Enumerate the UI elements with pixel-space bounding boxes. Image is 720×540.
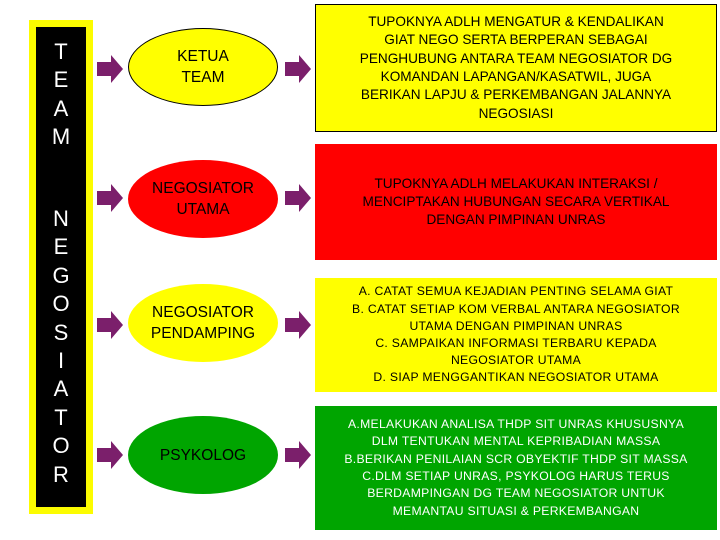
- role-oval-negosiator-utama: [128, 160, 278, 238]
- description-line: C. SAMPAIKAN INFORMASI TERBARU KEPADA: [375, 336, 657, 350]
- description-line: DLM TENTUKAN MENTAL KEPRIBADIAN MASSA: [371, 434, 661, 449]
- description-line: NEGOSIASI: [478, 105, 554, 121]
- arrow-right-icon: [97, 311, 123, 339]
- description-line: PENGHUBUNG ANTARA TEAM NEGOSIATOR DG: [359, 50, 673, 66]
- description-line: NEGOSIATOR UTAMA: [450, 353, 582, 368]
- description-line: BERIKAN LAPJU & PERKEMBANGAN JALANNYA: [360, 87, 672, 103]
- vertical-label-negosiator: [36, 205, 86, 489]
- description-line: C.DLM SETIAP UNRAS, PSYKOLOG HARUS TERUS: [362, 469, 670, 483]
- vertical-label-inner: [36, 27, 86, 507]
- description-line: DENGAN PIMPINAN UNRAS: [426, 212, 606, 227]
- letter: G: [52, 262, 70, 288]
- description-line: D. SIAP MENGGANTIKAN NEGOSIATOR UTAMA: [373, 370, 659, 385]
- arrow-right-icon: [285, 441, 311, 469]
- letter: T: [54, 404, 68, 430]
- description-line: TUPOKNYA ADLH MENGATUR & KENDALIKAN: [368, 14, 664, 30]
- letter: A: [53, 95, 69, 121]
- description-line: MENCIPTAKAN HUBUNGAN SECARA VERTIKAL: [362, 194, 670, 209]
- description-box-psykolog: [315, 406, 717, 530]
- arrow-right-icon: [97, 441, 123, 469]
- letter: S: [53, 319, 69, 345]
- letter: I: [57, 348, 65, 374]
- role-label: TEAM: [181, 69, 225, 86]
- role-oval-ketua-team: [128, 28, 278, 106]
- vertical-label-team: [36, 38, 86, 152]
- description-line: B. CATAT SETIAP KOM VERBAL ANTARA NEGOSIATOR: [352, 301, 680, 316]
- letter: O: [52, 433, 70, 459]
- letter: A: [53, 376, 69, 402]
- vertical-label-bar: [29, 20, 93, 514]
- role-label: UTAMA: [176, 201, 230, 218]
- role-label: NEGOSIATOR: [152, 180, 254, 197]
- description-line: TUPOKNYA ADLH MELAKUKAN INTERAKSI /: [374, 176, 658, 191]
- letter: E: [53, 234, 69, 260]
- role-label: KETUA: [177, 48, 229, 65]
- letter: E: [53, 67, 69, 93]
- description-line: MEMANTAU SITUASI & PERKEMBANGAN: [392, 503, 640, 518]
- role-label: PENDAMPING: [150, 325, 256, 342]
- letter: R: [53, 461, 69, 487]
- arrow-right-icon: [285, 55, 311, 83]
- arrow-right-icon: [285, 311, 311, 339]
- description-box-negosiator-utama: [315, 144, 717, 260]
- role-oval-negosiator-pendamping: [128, 284, 278, 362]
- description-box-ketua-team: [315, 4, 717, 132]
- letter: N: [53, 206, 69, 231]
- letter: T: [54, 39, 68, 64]
- letter: O: [52, 291, 70, 317]
- description-line: B.BERIKAN PENILAIAN SCR OBYEKTIF THDP SIT MASSA: [344, 451, 688, 466]
- role-label: NEGOSIATOR: [152, 304, 254, 321]
- description-line: A. CATAT SEMUA KEJADIAN PENTING SELAMA GIAT: [358, 284, 674, 299]
- description-line: BERDAMPINGAN DG TEAM NEGOSIATOR UNTUK: [367, 486, 665, 501]
- description-line: UTAMA DENGAN PIMPINAN UNRAS: [409, 318, 623, 333]
- role-oval-psykolog: [128, 416, 278, 494]
- description-line: A.MELAKUKAN ANALISA THDP SIT UNRAS KHUSUSNYA: [347, 416, 685, 431]
- role-label: PSYKOLOG: [159, 446, 247, 464]
- arrow-right-icon: [97, 184, 123, 212]
- description-box-negosiator-pendamping: [315, 278, 717, 392]
- letter: M: [51, 124, 71, 150]
- description-line: GIAT NEGO SERTA BERPERAN SEBAGAI: [384, 32, 648, 48]
- arrow-right-icon: [285, 184, 311, 212]
- description-line: KOMANDAN LAPANGAN/KASATWIL, JUGA: [380, 69, 652, 84]
- arrow-right-icon: [97, 55, 123, 83]
